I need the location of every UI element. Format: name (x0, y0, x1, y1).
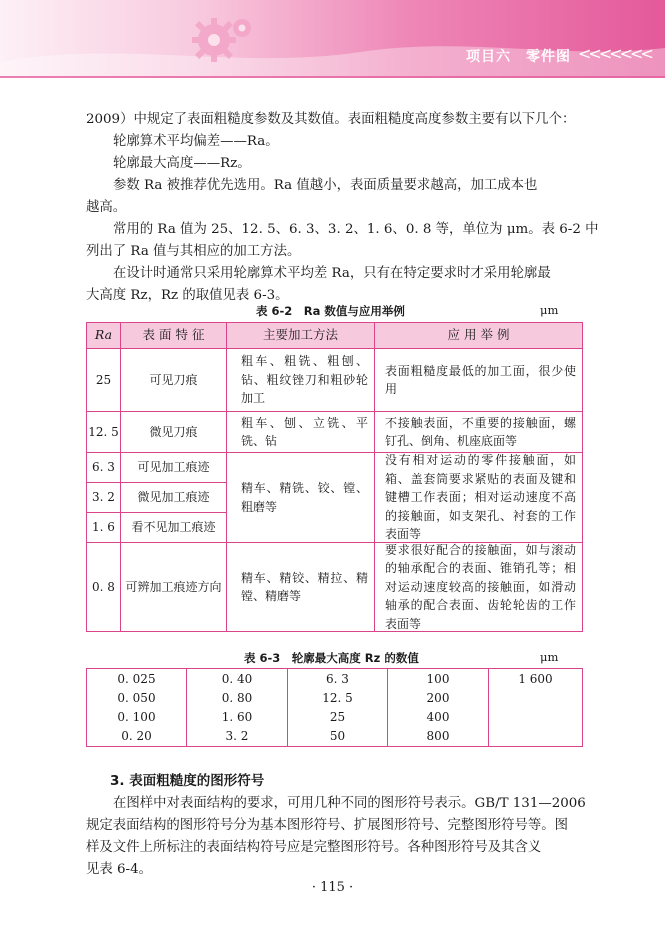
body-line: 样及文件上所标注的表面结构符号应是完整图形符号。各种图形符号及其含义 (86, 840, 542, 855)
table-cell: 精车、精铰、精拉、精镗、精磨等 (227, 543, 375, 631)
table-cell: 微见刀痕 (121, 412, 227, 453)
table-cell: 0. 20 (121, 729, 152, 743)
body-line: 在图样中对表面结构的要求，可用几种不同的图形符号表示。GB/T 131—2006 (113, 796, 586, 811)
table-column (489, 669, 582, 746)
body-line: 列出了 Ra 值与其相应的加工方法。 (86, 244, 301, 259)
table-cell: 0. 40 (221, 672, 253, 686)
table-cell: 25 (87, 349, 121, 412)
table-cell: 可见刀痕 (121, 349, 227, 412)
table-cell: 1. 60 (221, 710, 253, 724)
table-cell: 100 (426, 672, 450, 686)
table-cell: 800 (426, 729, 450, 743)
body-line: 见表 6-4。 (86, 862, 152, 877)
chapter-title: 项目六 零件图 (466, 49, 571, 65)
table-cell: 3. 2 (87, 483, 121, 513)
table-cell: 200 (426, 691, 450, 705)
table-cell: 400 (426, 710, 450, 724)
table-cell: 看不见加工痕迹 (121, 513, 227, 543)
section-heading: 3. 表面粗糙度的图形符号 (110, 773, 265, 789)
table-cell: 微见加工痕迹 (121, 483, 227, 513)
table-cell: 0. 8 (87, 543, 121, 631)
chevron-decoration-icon: <<<<<<< (578, 44, 651, 63)
header-wave-decoration (0, 0, 665, 78)
page-number: · 115 · (311, 880, 354, 895)
table-cell: 可辨加工痕迹方向 (121, 543, 227, 631)
table-header: 表 面 特 征 (121, 323, 227, 349)
table-cell: 表面粗糙度最低的加工面，很少使用 (375, 349, 582, 412)
body-line: 参数 Ra 被推荐优先选用。Ra 值越小，表面质量要求越高，加工成本也 (113, 178, 538, 193)
table-cell: 要求很好配合的接触面，如与滚动的轴承配合的表面、锥销孔等；相对运动速度较高的接触面，如滑动轴承的配合表面、齿轮轮齿的工作表面等 (385, 542, 576, 631)
table-column (87, 669, 187, 746)
table-cell: 粗车、粗铣、粗刨、钻、粗纹锉刀和粗砂轮加工 (227, 349, 375, 412)
table-unit: μm (540, 303, 559, 317)
body-line: 常用的 Ra 值为 25、12. 5、6. 3、3. 2、1. 6、0. 8 等，单位为 μm。表 6-2 中 (113, 222, 599, 237)
body-line: 规定表面结构的图形符号分为基本图形符号、扩展图形符号、完整图形符号等。图 (86, 818, 569, 833)
table-cell: 1 600 (518, 672, 553, 686)
table-cell: 精车、精铣、铰、镗、粗磨等 (227, 453, 375, 543)
table-cell: 6. 3 (326, 672, 349, 686)
table-unit: μm (540, 650, 559, 664)
body-line: 在设计时通常只采用轮廓算术平均差 Ra，只有在特定要求时才采用轮廓最 (113, 266, 551, 281)
body-line: 越高。 (86, 200, 127, 215)
ra-table (86, 322, 583, 632)
table-column (187, 669, 288, 746)
table-header: 应 用 举 例 (375, 323, 582, 349)
page-header (0, 0, 665, 78)
table-header: 主要加工方法 (227, 323, 375, 349)
table-cell: 6. 3 (87, 453, 121, 483)
table-cell: 12. 5 (87, 412, 121, 453)
table-cell: 0. 80 (221, 691, 253, 705)
body-line: 轮廓最大高度——Rz。 (113, 156, 251, 171)
table-cell: 粗车、刨、立铣、平铣、钻 (227, 412, 375, 453)
table-cell: 0. 050 (117, 691, 156, 705)
table-cell: 0. 025 (117, 672, 156, 686)
table-cell: 没有相对运动的零件接触面，如箱、盖套筒要求紧贴的表面及键和键槽工作表面；相对运动速度不高的接触面，如支架孔、衬套的工作表面等 (375, 453, 582, 543)
body-line: 2009）中规定了表面粗糙度参数及其数值。表面粗糙度高度参数主要有以下几个： (86, 112, 576, 127)
table-cell: 不接触表面，不重要的接触面，螺钉孔、倒角、机座底面等 (375, 412, 582, 453)
body-line: 轮廓算术平均偏差——Ra。 (113, 134, 279, 149)
gear-icon (186, 10, 258, 66)
table-header: Ra (87, 323, 121, 349)
rz-table (86, 668, 583, 747)
table-caption: 表 6-2 Ra 数值与应用举例 (256, 304, 405, 318)
table-cell: 1. 6 (87, 513, 121, 543)
table-cell: 50 (329, 729, 346, 743)
table-cell: 25 (329, 710, 346, 724)
table-caption: 表 6-3 轮廓最大高度 Rz 的数值 (244, 651, 419, 665)
body-line: 大高度 Rz，Rz 的取值见表 6-3。 (86, 288, 289, 303)
table-column (288, 669, 388, 746)
table-cell: 0. 100 (117, 710, 156, 724)
table-column (388, 669, 489, 746)
table-cell: 3. 2 (225, 729, 249, 743)
table-cell: 12. 5 (322, 691, 353, 705)
table-cell: 可见加工痕迹 (121, 453, 227, 483)
